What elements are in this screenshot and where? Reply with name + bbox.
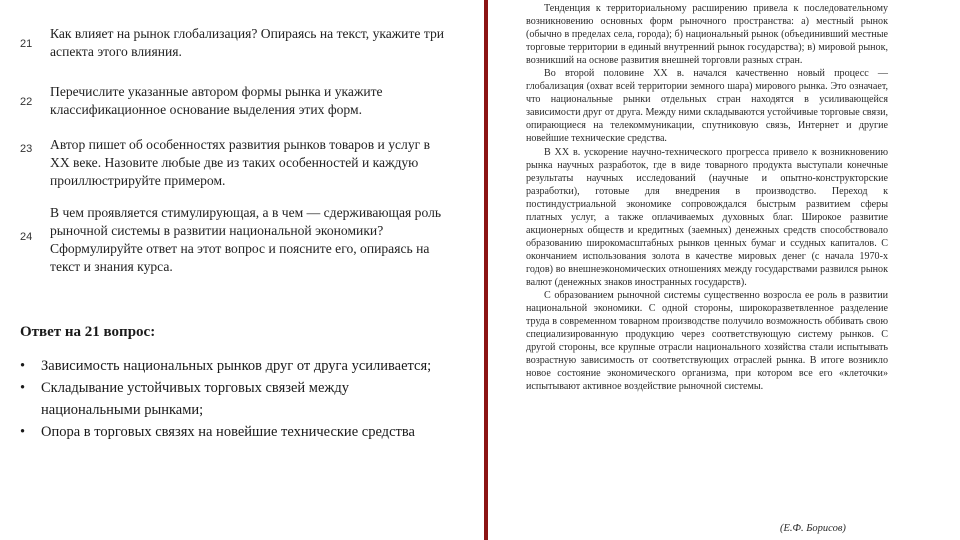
source-paragraph: Тенденция к территориальному расширению привела к последовательному возникновению основных форм рыночного пространства: а) местный рынок (обычно в пределах села, города); б) национальный рынок (объединивший местные торговые территории в единый внутренний рынок государства); в) мировой рынок, возникший на основе развития внешней торговли разных стран.: [526, 3, 888, 67]
answer-item: • Складывание устойчивых торговых связей между национальными рынками;: [20, 377, 440, 421]
question-24-text: В чем проявляется стимулирующая, а в чем — сдерживающая роль рыночной системы в развитии национальной экономики? Сформулируйте ответ на этот вопрос и поясните его, опираясь на текст и знания курса.: [50, 205, 442, 274]
source-author: (Е.Ф. Борисов): [780, 523, 846, 534]
question-22-text: Перечислите указанные автором формы рынка и укажите классификационное основание выделения этих форм.: [50, 84, 383, 117]
answer-list: [20, 355, 440, 443]
page-divider: [484, 0, 488, 540]
question-number-24: 24: [20, 231, 33, 243]
question-number-23: 23: [20, 143, 33, 155]
source-paragraph: В XX в. ускорение научно-технического прогресса привело к возникновению рынка научных разработок, где в виде товарного продукта выступали конечные результаты научных исследований (научные и опытно-конструкторские разработки), готовые для внедрения в производство. Переход к постиндустриальной экономике сопровождался быстрым развитием сферы платных услуг, а также оплачиваемых духовных благ. Широкое развитие акционерных обществ и кредитных (заемных) денежных средств способствовало образованию широкомасштабных рынков ценных бумаг и ссудных капиталов. С окончанием использования золота в качестве мировых денег (с начала 1970-х годов) во внешнеэкономических отношениях между государствами развился рынок валют (денежных знаков иностранных государств).: [526, 146, 888, 288]
question-23-text: Автор пишет об особенностях развития рынков товаров и услуг в XX веке. Назовите любые две из таких особенностей и каждую проиллюстрируйте примером.: [50, 137, 431, 188]
question-number-22: 22: [20, 96, 33, 108]
source-paragraph: С образованием рыночной системы существенно возросла ее роль в развитии национальной экономики. С одной стороны, широкоразветвленное разделение труда в современном товарном производстве получило возможность оббивать свою специализированную продукцию через соответствующую систему рынков. С другой стороны, все крупные отрасли национального хозяйства стали испытывать возрастную зависимость от соответствующих отраслей рынка. В итоге возникло новое состояние экономического организма, при котором все его «клеточки» испытывают активное воздействие рыночной системы.: [526, 290, 888, 393]
source-paragraph: Во второй половине XX в. начался качественно новый процесс — глобализация (охват всей территории земного шара) мирового рынка. Это означает, что национальные рынки отдельных стран находятся в усиливающейся зависимости друг от друга. Между ними складываются устойчивые торговые связи, опирающиеся на телекоммуникации, спутниковую связь, Интернет и другие новейшие технические средства.: [526, 68, 888, 145]
source-text: [526, 2, 888, 393]
answer-item: • Зависимость национальных рынков друг от друга усиливается;: [20, 355, 440, 377]
answer-title: Ответ на 21 вопрос:: [20, 324, 156, 340]
question-21-text: Как влияет на рынок глобализация? Опираясь на текст, укажите три аспекта этого влияния.: [50, 26, 445, 59]
answer-item: • Опора в торговых связях на новейшие технические средства: [20, 421, 440, 443]
question-number-21: 21: [20, 38, 33, 50]
